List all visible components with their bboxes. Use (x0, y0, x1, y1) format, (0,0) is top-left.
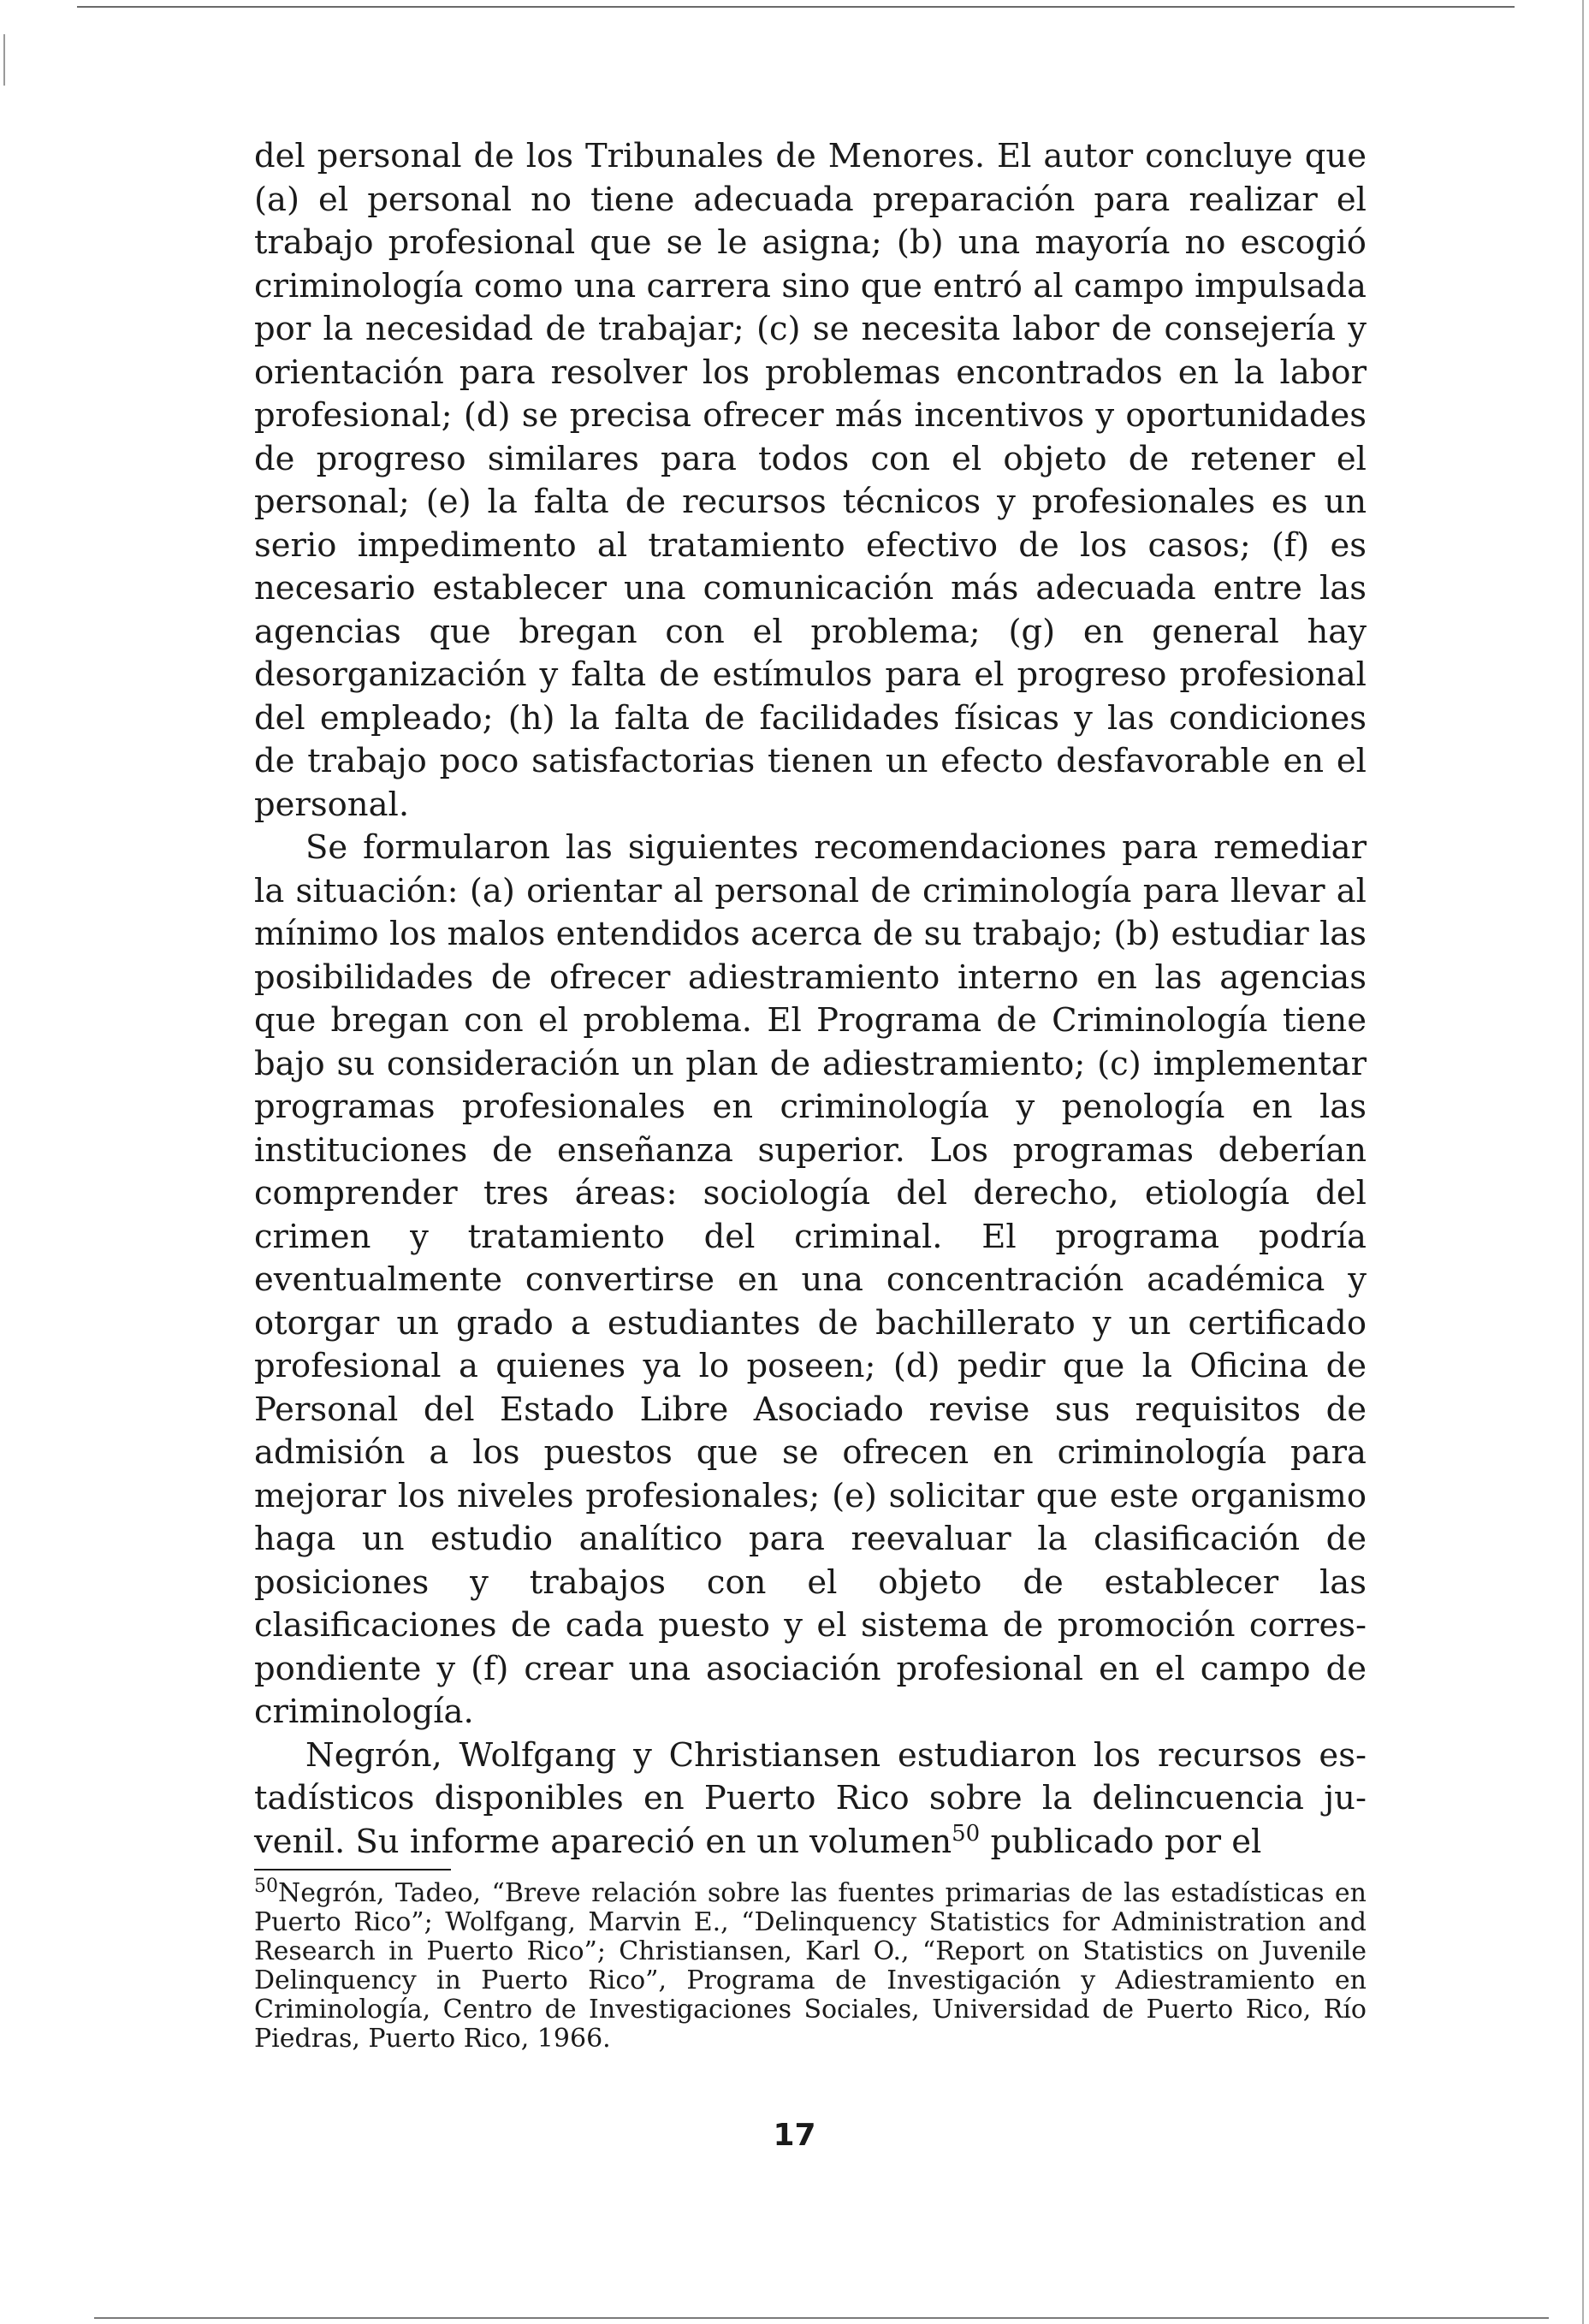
footnote-reference: 50 (952, 1820, 981, 1847)
paragraph-3-text: Negrón, Wolfgang y Christiansen estudiaron los recursos estadísticos disponibles en Puerto Rico sobre la delincuencia juvenil. Su informe apareció en un volumen (254, 1735, 1367, 1861)
scan-edge-left (3, 34, 5, 86)
footnote-text: Negrón, Tadeo, “Breve relación sobre las fuentes primarias de las estadísticas en Puerto Rico”; Wolfgang, Marvin E., “Delinquency Statistics for Administration and Research in Puerto Rico”; Christiansen, Karl O., “Report on Statistics on Juvenile Delinquency in Puerto Rico”, Programa de Investigación y Adiestramiento en Criminología, Centro de Investigaciones Sociales, Universidad de Puerto Rico, Río Piedras, Puerto Rico, 1966. (254, 1878, 1367, 2054)
page-number: 17 (773, 2118, 816, 2153)
paragraph-3-tail: publicado por el (980, 1822, 1262, 1861)
page-body (254, 135, 1367, 2054)
paragraph-3 (254, 1734, 1367, 1865)
paragraph-1: del personal de los Tribunales de Menores. El autor concluye que (a) el personal no tiene adecuada preparación para realizar el trabajo profesional que se le asigna; (b) una mayoría no escogió criminología como una carrera sino que entró al campo impulsada por la necesidad de trabajar; (c) se necesita labor de consejería y orientación para resolver los problemas encontrados en la labor profesional; (d) se precisa ofrecer más incentivos y oportunidades de progreso similares para todos con el objeto de retener el personal; (e) la falta de recursos técnicos y profesionales es un serio impedimento al tratamiento efectivo de los casos; (f) es necesario establecer una comunicación más adecuada entre las agencias que bregan con el problema; (g) en general hay desorganización y falta de estímulos para el progreso profesional del empleado; (h) la falta de facilidades físicas y las condiciones de trabajo poco satisfactorias tienen un efecto desfavorable en el personal. (254, 137, 1367, 824)
scan-edge-right (1582, 0, 1584, 2324)
footnote-divider (254, 1869, 451, 1870)
paragraph-2: Se formularon las siguientes recomendaciones para remediar la situación: (a) orientar al personal de criminología para llevar al mínimo los malos entendidos acerca de su trabajo; (b) estudiar las posibilidades de ofrecer adiestramiento interno en las agencias que bregan con el problema. El Programa de Criminología tiene bajo su consideración un plan de adiestramiento; (c) implementar programas profesionales en criminología y penología en las instituciones de enseñanza superior. Los programas deberían comprender tres áreas: sociología del derecho, etiología del crimen y tratamiento del criminal. El programa podría eventualmente convertirse en una concentración académica y otorgar un grado a estudiantes de bachillerato y un certificado profesional a quienes ya lo poseen; (d) pedir que la Oficina de Personal del Estado Libre Asociado revise sus requisitos de admisión a los puestos que se ofrecen en criminología para mejorar los niveles profesionales; (e) solicitar que este organismo haga un estudio analítico para reevaluar la clasificación de posiciones y trabajos con el objeto de establecer las clasificaciones de cada puesto y el sistema de promoción correspondiente y (f) crear una asociación profesional en el campo de criminología. (254, 828, 1367, 1731)
footnote (254, 1876, 1367, 2054)
scan-edge-bottom (94, 2317, 1549, 2319)
scan-edge-top (77, 6, 1515, 8)
footnote-number: 50 (254, 1876, 278, 1897)
